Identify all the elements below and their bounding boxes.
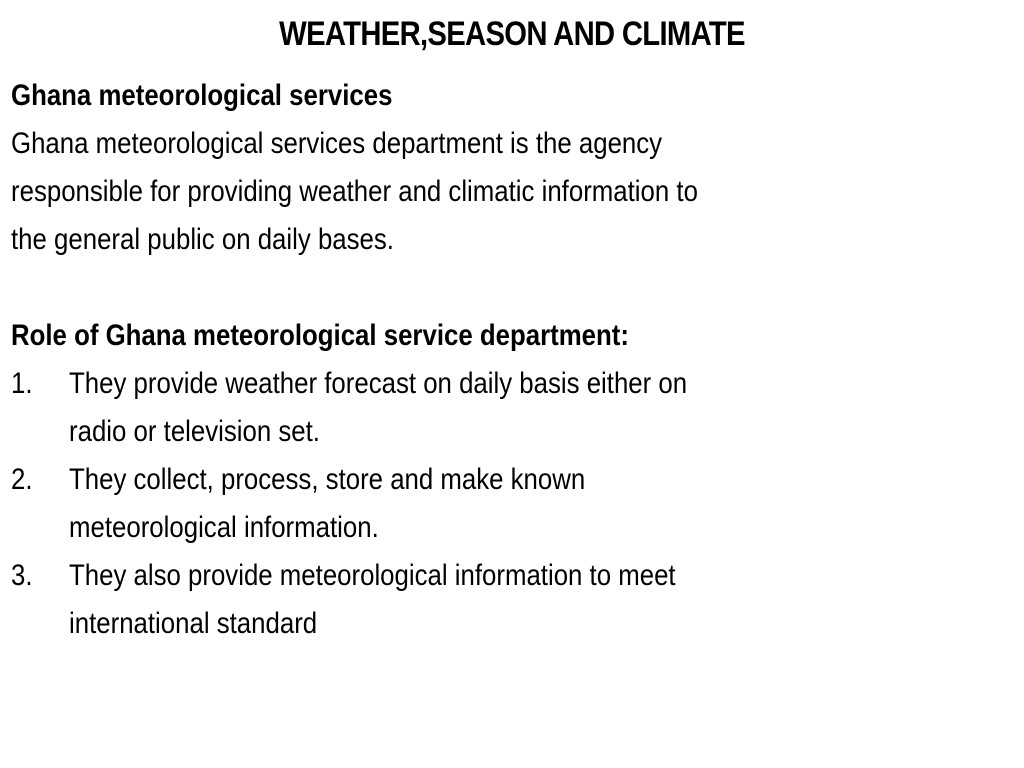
paragraph-line: Ghana meteorological services department is the agency bbox=[11, 127, 663, 160]
section-heading-ghana-met-services: Ghana meteorological services bbox=[11, 79, 393, 112]
slide-body bbox=[11, 72, 1021, 648]
paragraph-line: responsible for providing weather and climatic information to bbox=[11, 175, 698, 208]
list-item-line: They also provide meteorological information to meet bbox=[69, 559, 676, 592]
list-item bbox=[11, 360, 1021, 456]
list-item-line: radio or television set. bbox=[69, 415, 320, 448]
paragraph-line: the general public on daily bases. bbox=[11, 223, 394, 256]
slide-title: WEATHER,SEASON AND CLIMATE bbox=[279, 15, 745, 53]
list-number: 3. bbox=[11, 559, 33, 592]
list-item-line: meteorological information. bbox=[69, 511, 379, 544]
section-paragraph bbox=[11, 120, 1021, 264]
list-item-line: They provide weather forecast on daily basis either on bbox=[69, 367, 688, 400]
list-item bbox=[11, 456, 1021, 552]
list-number: 1. bbox=[11, 367, 33, 400]
list-number: 2. bbox=[11, 463, 33, 496]
numbered-list bbox=[11, 360, 1021, 648]
list-item-line: international standard bbox=[69, 607, 318, 640]
list-item-line: They collect, process, store and make known bbox=[69, 463, 586, 496]
section-heading-role: Role of Ghana meteorological service department: bbox=[11, 319, 629, 352]
spacer bbox=[11, 264, 1021, 312]
list-item bbox=[11, 552, 1021, 648]
